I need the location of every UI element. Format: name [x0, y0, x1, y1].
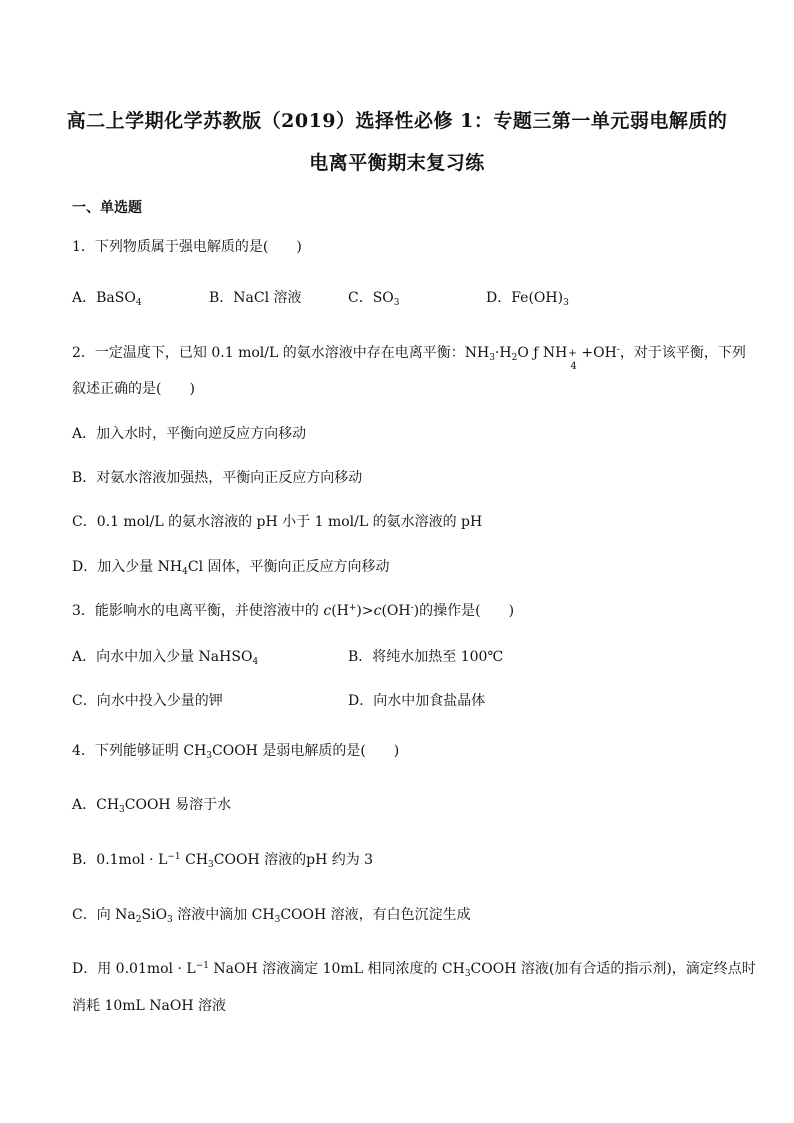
question-1-stem: 1．下列物质属于强电解质的是( ) [72, 239, 302, 255]
question-4-option-b: B．$0.1mol \cdot L^{-1}$ $CH_3COOH$ 溶液的pH 约为 3 [72, 852, 374, 870]
document-title-line-1: 高二上学期化学苏教版（2019）选择性必修 1：专题三第一单元弱电解质的 [66, 110, 728, 132]
question-3-stem: 3．能影响水的电离平衡，并使溶液中的 c(H+)>c(OH-)的操作是( ) [72, 603, 515, 619]
question-3-option-a: A．向水中加入少量 NaHSO$_4$ [72, 649, 259, 667]
question-1-option-b: B．NaCl 溶液 [209, 290, 302, 306]
question-1-option-a: A．BaSO$_4$ [72, 290, 142, 308]
question-2-option-a: A．加入水时，平衡向逆反应方向移动 [72, 426, 307, 442]
question-4-option-a: A．$CH_3COOH$ 易溶于水 [72, 797, 232, 815]
question-4-option-d: D．用 $0.01mol \cdot L^{-1}$ NaOH 溶液滴定 10mL 相同浓度的 $CH_3COOH$ 溶液(加有合适的指示剂)，滴定终点时 [72, 961, 756, 979]
section-heading: 一、单选题 [72, 200, 142, 216]
question-4-option-c: C．向 $Na_2SiO_3$ 溶液中滴加 $CH_3COOH$ 溶液，有白色沉淀生成 [72, 907, 471, 925]
question-2-stem-line-2: 叙述正确的是( ) [72, 381, 195, 397]
question-4-option-d-line-2: 消耗 10mL NaOH 溶液 [72, 998, 227, 1014]
question-2-option-c: C．0.1 mol/L 的氨水溶液的 pH 小于 1 mol/L 的氨水溶液的 pH [72, 514, 483, 530]
document-title-line-2: 电离平衡期末复习练 [309, 152, 485, 174]
question-2-option-b: B．对氨水溶液加强热，平衡向正反应方向移动 [72, 470, 363, 486]
question-2-stem: 2．一定温度下，已知 0.1 mol/L 的氨水溶液中存在电离平衡：$NH_3\cdot H_2O$ ƒ NH + 4 +OH-，对于该平衡，下列 [72, 345, 746, 372]
question-1-option-d: D．$Fe(OH)_3$ [486, 290, 569, 308]
question-3-option-c: C．向水中投入少量的钾 [72, 693, 223, 709]
question-2-option-d: D．加入少量 $NH_4Cl$ 固体，平衡向正反应方向移动 [72, 559, 390, 577]
question-3-option-b: B．将纯水加热至 100℃ [348, 649, 504, 665]
question-4-stem: 4．下列能够证明 $CH_3COOH$ 是弱电解质的是( ) [72, 743, 400, 761]
question-3-option-d: D．向水中加食盐晶体 [348, 693, 486, 709]
question-1-option-c: C．$SO_3$ [348, 290, 400, 308]
